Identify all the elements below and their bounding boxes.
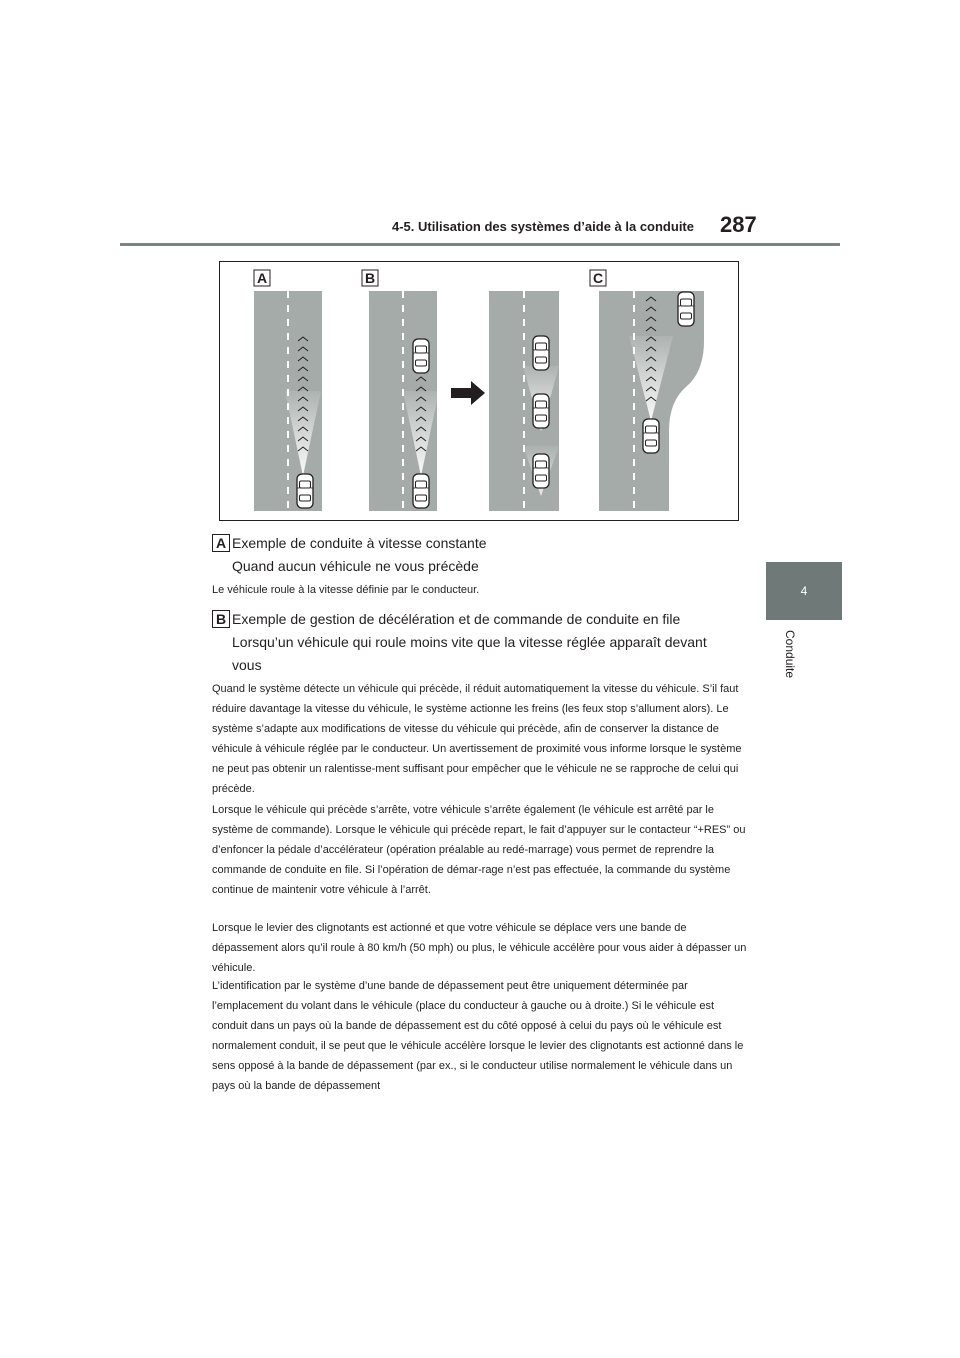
page-number: 287 bbox=[720, 212, 757, 237]
paragraph-1: Quand le système détecte un véhicule qui précède, il réduit automatiquement la vitesse du véhicule. S’il faut réduire davantage la vitesse du véhicule, le système actionne les freins (les feux stop s’allument alors). Le système s’adapte aux modifications de vitesse du véhicule qui précède, afin de conserver la distance de véhicule à véhicule réglée par le conducteur. Un avertissement de proximité vous informe lorsque le système ne peut pas obtenir un ralentisse-ment suffisant pour empêcher que le véhicule ne se rapproche de celui qui précède. bbox=[212, 683, 742, 795]
cruise-control-illustration bbox=[219, 261, 739, 521]
label-a: A bbox=[256, 270, 268, 286]
vehicle-b1-ahead bbox=[413, 339, 429, 373]
vehicle-b2-own bbox=[533, 454, 549, 488]
section-b-marker: B bbox=[212, 610, 230, 628]
paragraph-3: Lorsque le levier des clignotants est actionné et que votre véhicule se déplace vers une bande de dépassement alors qu’il roule à 80 km/h (50 mph) ou plus, le véhicule accélère pour vous aider à dépasser un véhicule. bbox=[212, 922, 747, 974]
paragraph-4: L’identification par le système d’une bande de dépassement peut être uniquement déterminée par l’emplacement du volant dans le véhicule (place du conducteur à gauche ou à droite.) Si le véhicule est conduit dans un pays où la bande de dépassement est du côté opposé à celui du pays où le véhicule est normalement conduit, il se peut que le véhicule accélère lorsque le levier des clignotants est actionné dans le sens opposé à la bande de dépassement (par ex., si le conducteur utilise normalement le véhicule dans un pays où la bande de dépassement bbox=[212, 980, 744, 1092]
section-heading: 4-5. Utilisation des systèmes d’aide à la conduite bbox=[392, 219, 694, 234]
vehicle-c-ahead bbox=[678, 292, 694, 326]
label-b: B bbox=[364, 270, 376, 286]
vehicle-b2-middle bbox=[533, 394, 549, 428]
paragraph-2: Lorsque le véhicule qui précède s’arrête, votre véhicule s’arrête également (le véhicule est arrêté par le système de commande). Lorsque le véhicule qui précède repart, le fait d’appuyer sur le contacteur “+RES” ou d’enfoncer la pédale d’accélérateur (opération préalable au redé-marrage) vous permet de reprendre la commande de conduite en file. Si l’opération de démar-rage n’est pas effectuée, la commande du système continue de maintenir votre véhicule à l’arrêt. bbox=[212, 804, 746, 896]
section-a-title: Exemple de conduite à vitesse constante bbox=[232, 535, 487, 551]
section-b-subtitle-line1: Lorsqu’un véhicule qui roule moins vite que la vitesse réglée apparaît devant bbox=[232, 634, 707, 650]
chapter-label: Conduite bbox=[783, 630, 797, 679]
chapter-tab: 4 bbox=[766, 562, 842, 620]
vehicle-a bbox=[297, 474, 313, 508]
section-b-title: Exemple de gestion de décélération et de commande de conduite en file bbox=[232, 611, 681, 627]
vehicle-b2-front bbox=[533, 336, 549, 370]
illustration-svg bbox=[219, 261, 739, 521]
header-divider bbox=[120, 243, 840, 246]
vehicle-b1-own bbox=[413, 474, 429, 508]
section-a-subtitle: Quand aucun véhicule ne vous précède bbox=[232, 558, 479, 574]
vehicle-c-own bbox=[643, 419, 659, 453]
section-b-subtitle-line2: vous bbox=[232, 657, 262, 673]
label-c: C bbox=[592, 270, 604, 286]
section-a-text: Le véhicule roule à la vitesse définie par le conducteur. bbox=[212, 584, 480, 596]
section-a-marker: A bbox=[212, 534, 230, 552]
